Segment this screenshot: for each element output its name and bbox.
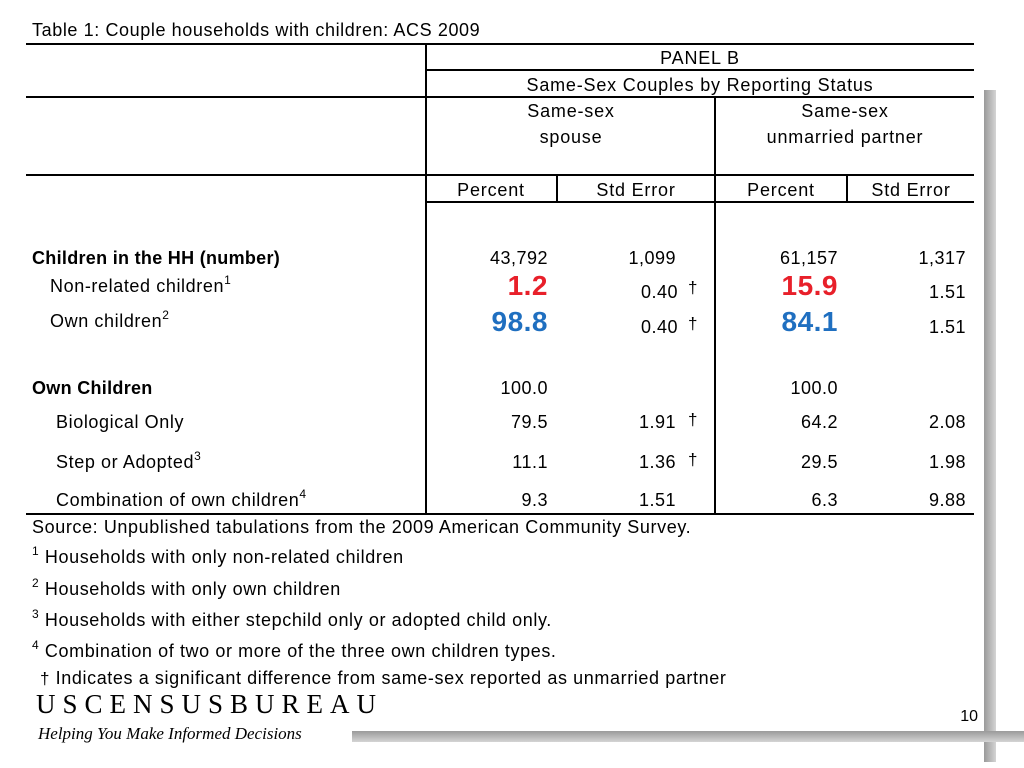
dagger-biological: †	[688, 410, 698, 429]
group-spouse-line2: spouse	[539, 127, 603, 147]
footnote-2-text: Households with only own children	[44, 579, 341, 599]
decorative-horizontal-bar	[352, 731, 1024, 742]
cell-step-v2: 1.36	[638, 452, 676, 472]
table-title: Table 1: Couple households with children: ACS 2009	[32, 20, 481, 40]
cell-children-hh-v1: 43,792	[489, 248, 548, 268]
rule-bottom	[26, 513, 974, 515]
vrule-middle	[714, 96, 716, 515]
cell-children-hh-v2: 1,099	[628, 248, 676, 268]
row-label-children-hh: Children in the HH (number)	[32, 248, 281, 268]
footnote-ref-4: 4	[299, 487, 307, 501]
footnote-ref-3: 3	[194, 449, 202, 463]
group-partner-line1: Same-sex	[801, 101, 889, 121]
subheader: Same-Sex Couples by Reporting Status	[526, 75, 874, 95]
dagger-note	[40, 668, 726, 689]
footnote-4	[32, 638, 557, 662]
cell-combination-v1: 9.3	[521, 490, 548, 510]
row-label-biological: Biological Only	[56, 412, 185, 432]
cell-nonrelated-v4: 1.51	[928, 282, 966, 302]
decorative-vertical-bar	[984, 90, 996, 762]
cell-step-v4: 1.98	[928, 452, 966, 472]
rule-top	[26, 43, 974, 45]
logo-tagline: Helping You Make Informed Decisions	[38, 724, 302, 743]
cell-own-v4: 1.51	[928, 317, 966, 337]
cell-own-v2: 0.40	[640, 317, 678, 337]
rule-groups	[26, 174, 974, 176]
footnote-4-number: 4	[32, 638, 40, 652]
cell-combination-v2: 1.51	[638, 490, 676, 510]
row-label-combination-text: Combination of own children	[56, 490, 300, 510]
census-bureau-logo: USCENSUSBUREAU	[36, 689, 384, 719]
row-label-nonrelated	[50, 273, 232, 297]
colhead-percent-2: Percent	[747, 180, 815, 200]
row-label-nonrelated-text: Non-related children	[50, 276, 225, 296]
row-label-step-text: Step or Adopted	[56, 452, 195, 472]
cell-biological-v1: 79.5	[510, 412, 548, 432]
dagger-note-symbol: †	[40, 669, 51, 688]
footnote-3-number: 3	[32, 607, 40, 621]
dagger-own: †	[688, 314, 698, 333]
rule-colheads	[426, 201, 974, 203]
cell-own-v3: 84.1	[781, 306, 838, 337]
footnote-1	[32, 544, 404, 568]
row-label-combination	[56, 487, 307, 511]
footnote-ref-1: 1	[224, 273, 232, 287]
footnote-3	[32, 607, 552, 631]
group-spouse-line1: Same-sex	[527, 101, 615, 121]
group-partner-line2: unmarried partner	[766, 127, 924, 147]
cell-nonrelated-v1: 1.2	[507, 270, 548, 301]
rule-panel	[426, 69, 974, 71]
page-number: 10	[960, 708, 978, 725]
source-note: Source: Unpublished tabulations from the 2009 American Community Survey.	[32, 517, 692, 537]
row-label-own-text: Own children	[50, 311, 163, 331]
cell-children-hh-v4: 1,317	[918, 248, 966, 268]
cell-biological-v3: 64.2	[800, 412, 838, 432]
footnote-2	[32, 576, 341, 600]
colhead-stderr-1: Std Error	[596, 180, 676, 200]
rule-subheader	[26, 96, 974, 98]
footnote-1-number: 1	[32, 544, 40, 558]
cell-children-hh-v3: 61,157	[779, 248, 838, 268]
cell-own-v1: 98.8	[491, 306, 548, 337]
cell-nonrelated-v2: 0.40	[640, 282, 678, 302]
panel-label: PANEL B	[660, 48, 740, 68]
cell-combination-v3: 6.3	[811, 490, 838, 510]
row-label-own	[50, 308, 170, 332]
cell-nonrelated-v3: 15.9	[781, 270, 838, 301]
footnote-1-text: Households with only non-related children	[44, 547, 404, 567]
footnote-2-number: 2	[32, 576, 40, 590]
cell-own-children-v3: 100.0	[790, 378, 838, 398]
footnote-3-text: Households with either stepchild only or adopted child only.	[44, 610, 552, 630]
cell-biological-v2: 1.91	[638, 412, 676, 432]
cell-step-v1: 11.1	[512, 452, 548, 472]
dagger-step: †	[688, 450, 698, 469]
dagger-nonrelated: †	[688, 278, 698, 297]
row-label-own-children: Own Children	[32, 378, 153, 398]
cell-biological-v4: 2.08	[928, 412, 966, 432]
row-label-step	[56, 449, 202, 473]
dagger-note-text: Indicates a significant difference from same-sex reported as unmarried partner	[55, 668, 727, 688]
footnote-4-text: Combination of two or more of the three own children types.	[44, 641, 557, 661]
cell-combination-v4: 9.88	[928, 490, 966, 510]
cell-own-children-v1: 100.0	[500, 378, 548, 398]
footnote-ref-2: 2	[162, 308, 170, 322]
colhead-stderr-2: Std Error	[871, 180, 951, 200]
colhead-percent-1: Percent	[457, 180, 525, 200]
cell-step-v3: 29.5	[800, 452, 838, 472]
